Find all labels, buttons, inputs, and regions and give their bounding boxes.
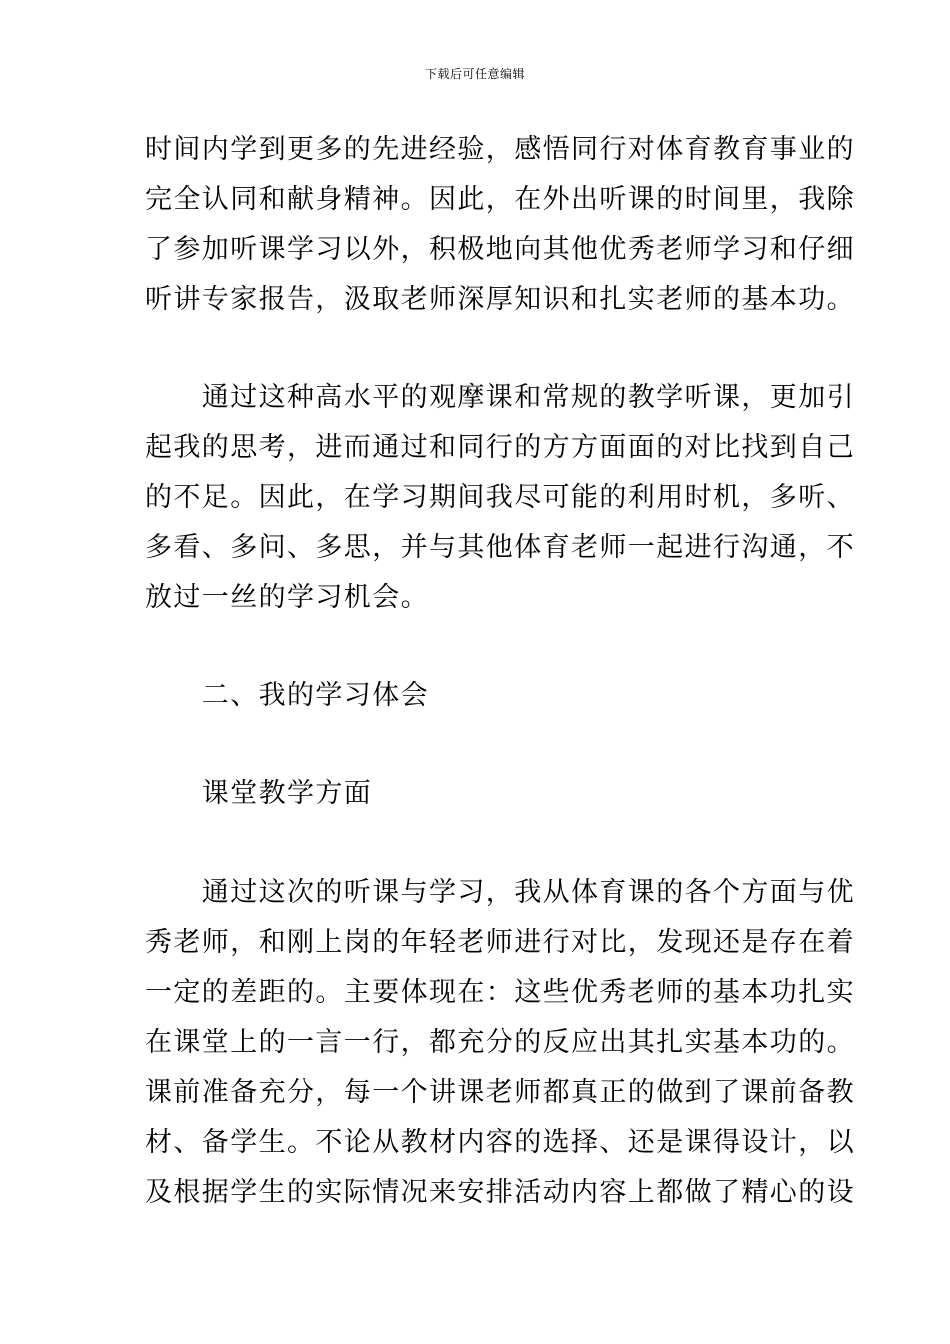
paragraph-1-line-2: 完全认同和献身精神。因此，在外出听课的时间里，我除: [145, 184, 855, 215]
paragraph-2-line-5: 放过一丝的学习机会。: [145, 582, 429, 613]
paragraph-2-line-1: 通过这种高水平的观摩课和常规的教学听课，更加引: [145, 382, 855, 413]
paragraph-3-line-2: 秀老师，和刚上岗的年轻老师进行对比，发现还是存在着: [145, 927, 855, 958]
paragraph-1-line-4: 听讲专家报告，汲取老师深厚知识和扎实老师的基本功。: [145, 284, 855, 315]
paragraph-3-line-1: 通过这次的听课与学习，我从体育课的各个方面与优: [145, 877, 855, 908]
subsection-heading: 课堂教学方面: [145, 778, 373, 809]
paragraph-1-line-1: 时间内学到更多的先进经验，感悟同行对体育教育事业的: [145, 134, 855, 165]
paragraph-3-line-3: 一定的差距的。主要体现在：这些优秀老师的基本功扎实: [145, 977, 855, 1008]
paragraph-3-line-6: 材、备学生。不论从教材内容的选择、还是课得设计，以: [145, 1127, 855, 1158]
paragraph-2-line-2: 起我的思考，进而通过和同行的方方面面的对比找到自己: [145, 432, 855, 463]
paragraph-2-line-3: 的不足。因此，在学习期间我尽可能的利用时机，多听、: [145, 482, 855, 513]
paragraph-3-line-5: 课前准备充分，每一个讲课老师都真正的做到了课前备教: [145, 1077, 855, 1108]
page-header: 下载后可任意编辑: [424, 67, 525, 81]
section-heading: 二、我的学习体会: [145, 680, 429, 711]
paragraph-2-line-4: 多看、多问、多思，并与其他体育老师一起进行沟通，不: [145, 532, 855, 563]
paragraph-3-line-7: 及根据学生的实际情况来安排活动内容上都做了精心的设: [145, 1177, 855, 1208]
paragraph-1-line-3: 了参加听课学习以外，积极地向其他优秀老师学习和仔细: [145, 234, 855, 265]
paragraph-3-line-4: 在课堂上的一言一行，都充分的反应出其扎实基本功的。: [145, 1027, 855, 1058]
